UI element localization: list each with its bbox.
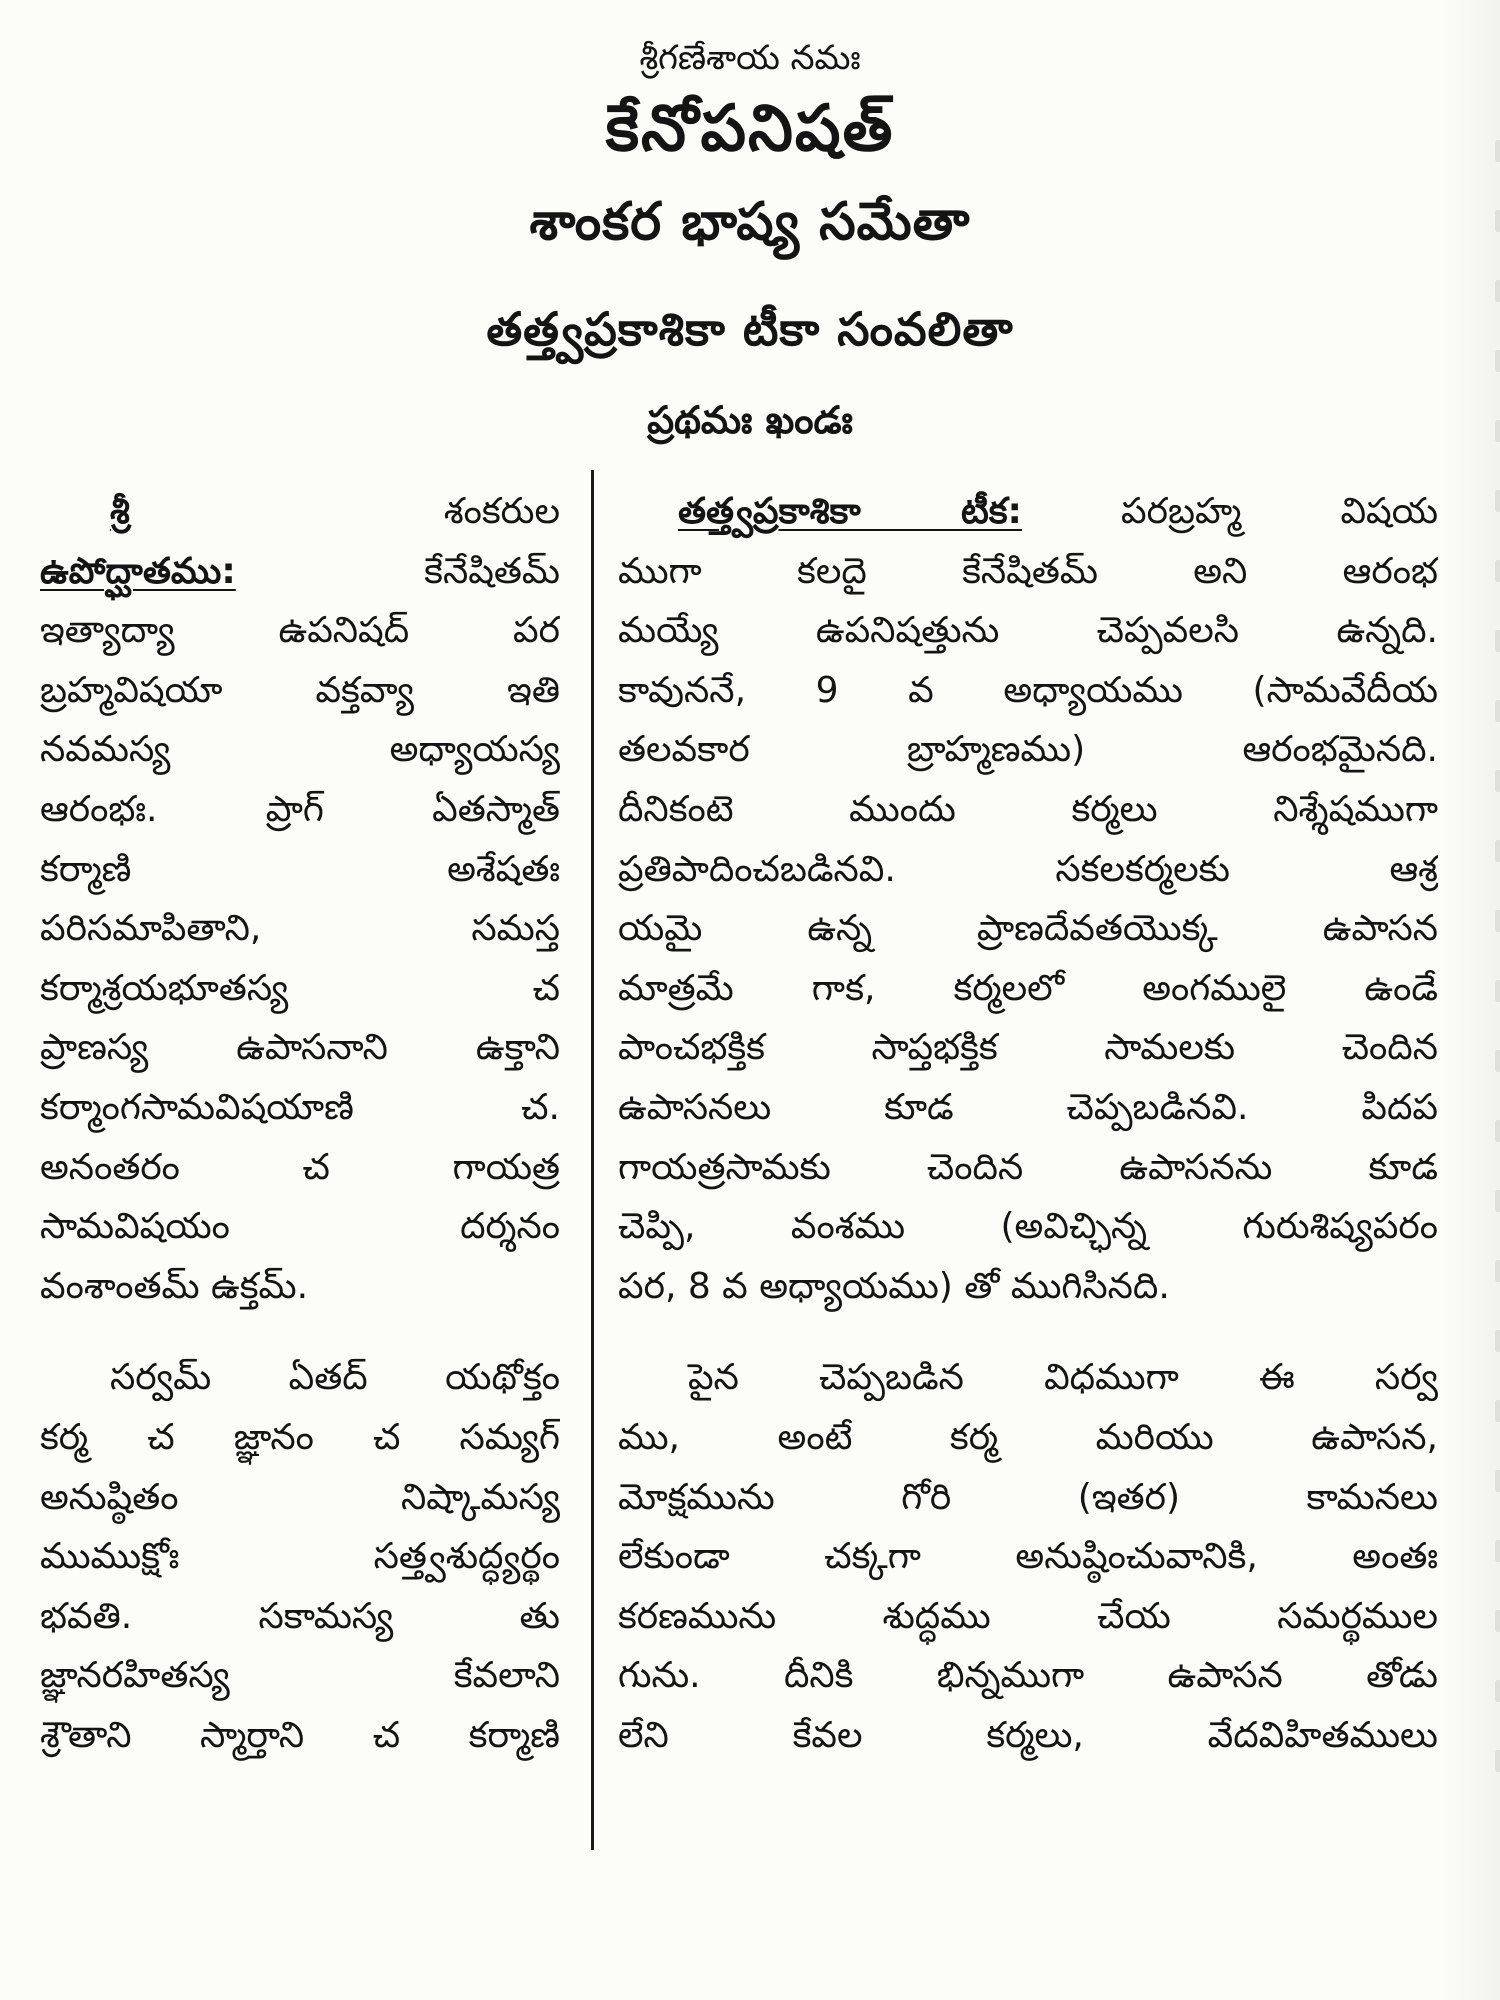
right-line: ప్రతిపాదించబడినవి. సకలకర్మలకు ఆశ్ర [618, 848, 1438, 890]
invocation-line: శ్రీగణేశాయ నమః [639, 38, 861, 78]
left-line: కర్మాణి అశేషతః [40, 848, 560, 890]
left-line: ముముక్షోః సత్త్వశుద్ధ్యర్థం [40, 1536, 560, 1578]
left-line: ఆరంభః. ప్రాగ్ ఏతస్మాత్ [40, 788, 560, 830]
left-column-bhashya [40, 482, 560, 1765]
right-line: పైన చెప్పబడిన విధముగా ఈ సర్వ [688, 1357, 1438, 1399]
right-line: కరణమును శుద్ధము చేయ సమర్థముల [618, 1595, 1438, 1637]
right-column-tika [618, 482, 1438, 1765]
right-line: లేకుండా చక్కగా అనుష్ఠించువానికి, అంతః [618, 1536, 1438, 1578]
left-line: అనుష్ఠితం నిష్కామస్య [40, 1476, 560, 1518]
left-line: సర్వమ్ ఏతద్ యథోక్తం [110, 1357, 560, 1399]
left-line: కర్మాశ్రయభూతస్య చ [40, 967, 560, 1009]
left-line: ఇత్యాద్యా ఉపనిషద్ పర [40, 610, 560, 652]
left-line: బ్రహ్మవిషయా వక్తవ్యా ఇతి [40, 669, 560, 711]
right-line: మోక్షమును గోరి (ఇతర) కామనలు [618, 1476, 1438, 1518]
left-line: నవమస్య అధ్యాయస్య [40, 729, 560, 771]
left-heading-line [40, 482, 560, 542]
reverse-side-bleed-through [1495, 140, 1500, 1820]
left-label: ఉపోద్ఘాతము: [40, 550, 236, 592]
left-line: శ్రౌతాని స్మార్తాని చ కర్మాణి [40, 1714, 560, 1756]
right-line: ముగా కలదై కేనేషితమ్ అని ఆరంభ [618, 550, 1438, 592]
left-line: కర్మాంగసామవిషయాణి చ. [40, 1086, 560, 1128]
right-line: లేని కేవల కర్మలు, వేదవిహితములు [618, 1714, 1438, 1756]
page-edge-shadow [1440, 0, 1500, 2000]
right-label-line [618, 482, 1438, 542]
commentary-title: తత్త్వప్రకాశికా టీకా సంవలితా [486, 302, 1014, 356]
right-line: దీనికంటె ముందు కర్మలు నిశ్శేషముగా [618, 788, 1438, 830]
right-line: పాంచభక్తిక సాప్తభక్తిక సామలకు చెందిన [618, 1027, 1438, 1069]
right-line: ఉపాసనలు కూడ చెప్పబడినవి. పిదప [618, 1086, 1438, 1128]
right-line: మయ్యే ఉపనిషత్తును చెప్పవలసి ఉన్నది. [618, 610, 1438, 652]
right-line: యమై ఉన్న ప్రాణదేవతయొక్క ఉపాసన [618, 908, 1438, 950]
left-line: ప్రాణస్య ఉపాసనాని ఉక్తాని [40, 1027, 560, 1069]
subtitle: శాంకర భాష్య సమేతా [529, 192, 971, 252]
right-line: తలవకార బ్రాహ్మణము) ఆరంభమైనది. [618, 729, 1438, 771]
left-heading-rest: శంకరుల [443, 491, 560, 532]
left-line: కర్మ చ జ్ఞానం చ సమ్యగ్ [40, 1416, 560, 1458]
right-line: మాత్రమే గాక, కర్మలలో అంగములై ఉండే [618, 967, 1438, 1009]
left-line: భవతి. సకామస్య తు [40, 1595, 560, 1637]
left-line: పరిసమాపితాని, సమస్త [40, 908, 560, 950]
left-line: సామవిషయం దర్శనం [40, 1206, 560, 1248]
left-line: వంశాంతమ్ ఉక్తమ్. [40, 1265, 309, 1307]
section-heading: ప్రథమః ఖండః [647, 398, 853, 442]
left-line: జ్ఞానరహితస్య కేవలాని [40, 1655, 560, 1697]
page-title: కేనోపనిషత్ [605, 92, 895, 166]
right-line: కావుననే, 9 వ అధ్యాయము (సామవేదీయ [618, 669, 1438, 711]
right-line: పర, 8 వ అధ్యాయము) తో ముగిసినది. [618, 1265, 1170, 1307]
right-line: ము, అంటే కర్మ మరియు ఉపాసన, [618, 1416, 1438, 1458]
right-label-rest: పరబ్రహ్మ విషయ [1121, 491, 1438, 532]
right-line: చెప్పి, వంశము (అవిచ్ఛిన్న గురుశిష్యపరం [618, 1206, 1438, 1248]
column-divider [591, 470, 594, 1850]
right-line: గాయత్రసామకు చెందిన ఉపాసనను కూడ [618, 1146, 1438, 1188]
right-label: తత్త్వప్రకాశికా టీక: [678, 491, 1022, 532]
left-line: అనంతరం చ గాయత్ర [40, 1146, 560, 1188]
left-label-rest: కేనేషితమ్ [424, 550, 560, 592]
left-heading-first: శ్రీ [110, 491, 130, 532]
right-line: గును. దీనికి భిన్నముగా ఉపాసన తోడు [618, 1655, 1438, 1697]
left-label-line [40, 542, 560, 602]
